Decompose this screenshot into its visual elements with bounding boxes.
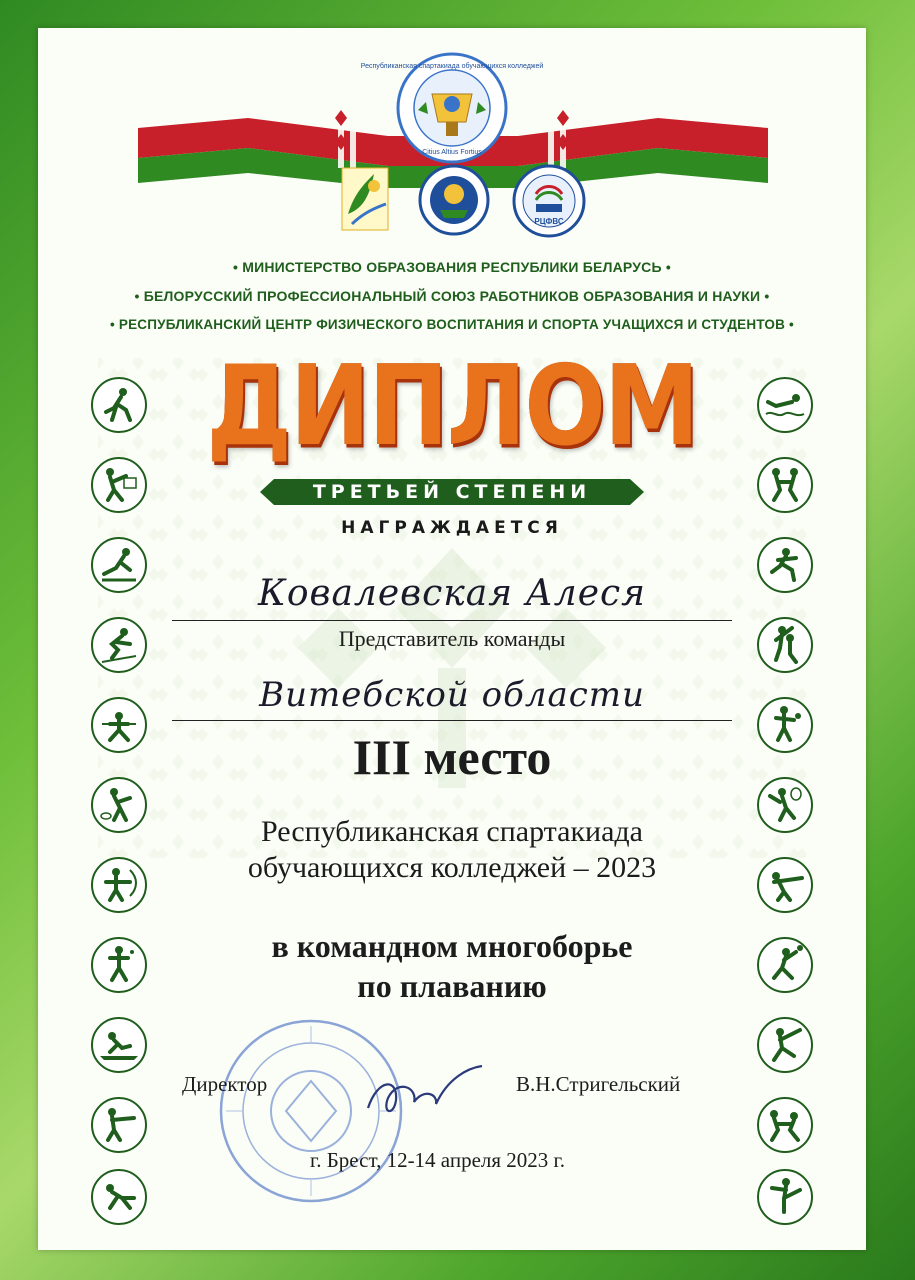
diploma-title: ДИПЛОМ	[206, 341, 698, 471]
event-line-2: обучающихся колледжей – 2023	[247, 851, 657, 884]
rower-icon	[90, 1016, 148, 1074]
swimmer-icon	[756, 376, 814, 434]
rcfvs-label: РЦФВС	[534, 217, 564, 226]
recipient-underline	[172, 620, 732, 621]
weightlifter-icon	[90, 696, 148, 754]
org-union: • БЕЛОРУССКИЙ ПРОФЕССИОНАЛЬНЫЙ СОЮЗ РАБОТНИКОВ ОБРАЗОВАНИЯ И НАУКИ •	[134, 288, 770, 304]
team-name: Витебской области	[259, 675, 645, 715]
skier-icon	[90, 616, 148, 674]
role-label: Представитель команды	[338, 626, 566, 651]
tennis-icon	[90, 936, 148, 994]
gymnast-icon	[90, 536, 148, 594]
place-date: г. Брест, 12-14 апреля 2023 г.	[310, 1148, 566, 1172]
sprinter-icon	[90, 1168, 148, 1226]
emblem-top-text: Республиканская спартакиада обучающихся колледжей	[360, 63, 544, 70]
place-result: III место	[352, 729, 552, 785]
fencer-icon	[756, 1016, 814, 1074]
handball-icon	[756, 936, 814, 994]
union-logo	[334, 164, 396, 236]
org-center: • РЕСПУБЛИКАНСКИЙ ЦЕНТР ФИЗИЧЕСКОГО ВОСПИТАНИЯ И СПОРТА УЧАЩИХСЯ И СТУДЕНТОВ •	[110, 317, 794, 332]
event-line-1: Республиканская спартакиада	[260, 815, 644, 848]
director-name: В.Н.Стригельский	[516, 1072, 681, 1096]
rcfvs-logo	[512, 164, 586, 238]
spartakiad-emblem	[360, 52, 544, 164]
volleyball-icon	[90, 456, 148, 514]
director-label: Директор	[182, 1072, 268, 1096]
wrestlers-icon	[756, 456, 814, 514]
category-line-1: в командном многоборье	[271, 928, 633, 964]
team-underline	[172, 720, 732, 721]
category-line-2: по плаванию	[357, 968, 547, 1004]
badminton-icon	[90, 776, 148, 834]
climber-icon	[756, 616, 814, 674]
table-tennis-icon	[756, 696, 814, 754]
rifle-shooter-icon	[756, 856, 814, 914]
awarded-label: НАГРАЖДАЕТСЯ	[341, 518, 563, 538]
diploma-degree: ТРЕТЬЕЙ СТЕПЕНИ	[312, 481, 592, 503]
ministry-logo	[418, 164, 490, 236]
org-ministry: • МИНИСТЕРСТВО ОБРАЗОВАНИЯ РЕСПУБЛИКИ БЕЛАРУСЬ •	[233, 259, 671, 275]
judo-icon	[756, 1096, 814, 1154]
tennis-player-icon	[756, 776, 814, 834]
director-signature	[358, 1058, 488, 1128]
emblem-motto: Citius Altius Fortius	[422, 149, 482, 156]
diploma-paper	[38, 28, 866, 1250]
archer-icon	[90, 856, 148, 914]
runner-icon	[90, 376, 148, 434]
figure-skater-icon	[756, 1168, 814, 1226]
recipient-name: Ковалевская Алеся	[257, 573, 647, 614]
shooter-icon	[90, 1096, 148, 1154]
skater-icon	[756, 536, 814, 594]
